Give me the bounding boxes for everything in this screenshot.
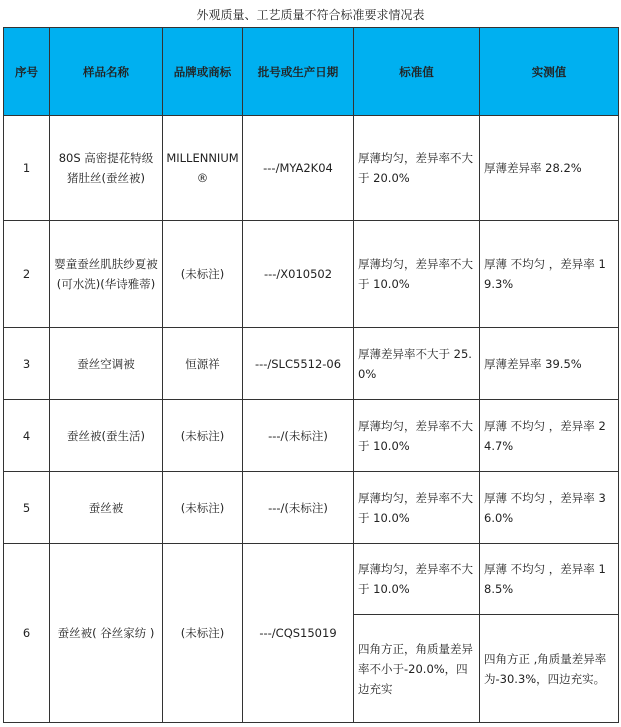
actual-value: 四角方正 ,角质量差异率为-30.3%，四边充实。 — [480, 615, 619, 723]
table-row — [4, 221, 619, 328]
standard-value: 厚薄均匀，差异率不大于 10.0% — [354, 472, 480, 544]
actual-value: 厚薄 不均匀 ，差异率 19.3% — [480, 221, 619, 328]
table-row — [4, 116, 619, 221]
actual-value: 厚薄 不均匀 ，差异率 36.0% — [480, 472, 619, 544]
table-row — [4, 328, 619, 400]
row-number: 6 — [4, 544, 50, 723]
batch-number: ---/(未标注) — [243, 472, 354, 544]
header-actual: 实测值 — [480, 28, 619, 116]
actual-value: 厚薄差异率 39.5% — [480, 328, 619, 400]
header-no: 序号 — [4, 28, 50, 116]
actual-value: 厚薄差异率 28.2% — [480, 116, 619, 221]
batch-number: ---/(未标注) — [243, 400, 354, 472]
table-row — [4, 400, 619, 472]
table-title: 外观质量、工艺质量不符合标准要求情况表 — [196, 8, 425, 22]
row-number: 4 — [4, 400, 50, 472]
standard-value: 厚薄差异率不大于 25.0% — [354, 328, 480, 400]
row-number: 2 — [4, 221, 50, 328]
batch-number: ---/SLC5512-06 — [243, 328, 354, 400]
brand: 恒源祥 — [163, 328, 243, 400]
brand: MILLENNIUM® — [163, 116, 243, 221]
sample-name: 蚕丝被 — [50, 472, 163, 544]
standard-value: 厚薄均匀，差异率不大于 10.0% — [354, 544, 480, 615]
batch-number: ---/X010502 — [243, 221, 354, 328]
sample-name: 婴童蚕丝肌肤纱夏被(可水洗)(华诗雅蒂) — [50, 221, 163, 328]
header-batch: 批号或生产日期 — [243, 28, 354, 116]
row-number: 3 — [4, 328, 50, 400]
brand: (未标注) — [163, 544, 243, 723]
brand: (未标注) — [163, 221, 243, 328]
header-name: 样品名称 — [50, 28, 163, 116]
standard-value: 四角方正，角质量差异率不小于-20.0%，四边充实 — [354, 615, 480, 723]
row-number: 1 — [4, 116, 50, 221]
table-row — [4, 544, 619, 615]
brand: (未标注) — [163, 400, 243, 472]
header-brand: 品牌或商标 — [163, 28, 243, 116]
sample-name: 蚕丝空调被 — [50, 328, 163, 400]
header-standard: 标准值 — [354, 28, 480, 116]
batch-number: ---/MYA2K04 — [243, 116, 354, 221]
quality-table — [3, 27, 619, 723]
brand: (未标注) — [163, 472, 243, 544]
standard-value: 厚薄均匀，差异率不大于 10.0% — [354, 400, 480, 472]
actual-value: 厚薄 不均匀 ，差异率 18.5% — [480, 544, 619, 615]
batch-number: ---/CQS15019 — [243, 544, 354, 723]
standard-value: 厚薄均匀，差异率不大于 20.0% — [354, 116, 480, 221]
standard-value: 厚薄均匀，差异率不大于 10.0% — [354, 221, 480, 328]
row-number: 5 — [4, 472, 50, 544]
sample-name: 蚕丝被( 谷丝家纺 ) — [50, 544, 163, 723]
actual-value: 厚薄 不均匀 ，差异率 24.7% — [480, 400, 619, 472]
header-row — [4, 28, 619, 116]
table-row — [4, 472, 619, 544]
sample-name: 80S 高密提花特级猪肚丝(蚕丝被) — [50, 116, 163, 221]
sample-name: 蚕丝被(蚕生活) — [50, 400, 163, 472]
